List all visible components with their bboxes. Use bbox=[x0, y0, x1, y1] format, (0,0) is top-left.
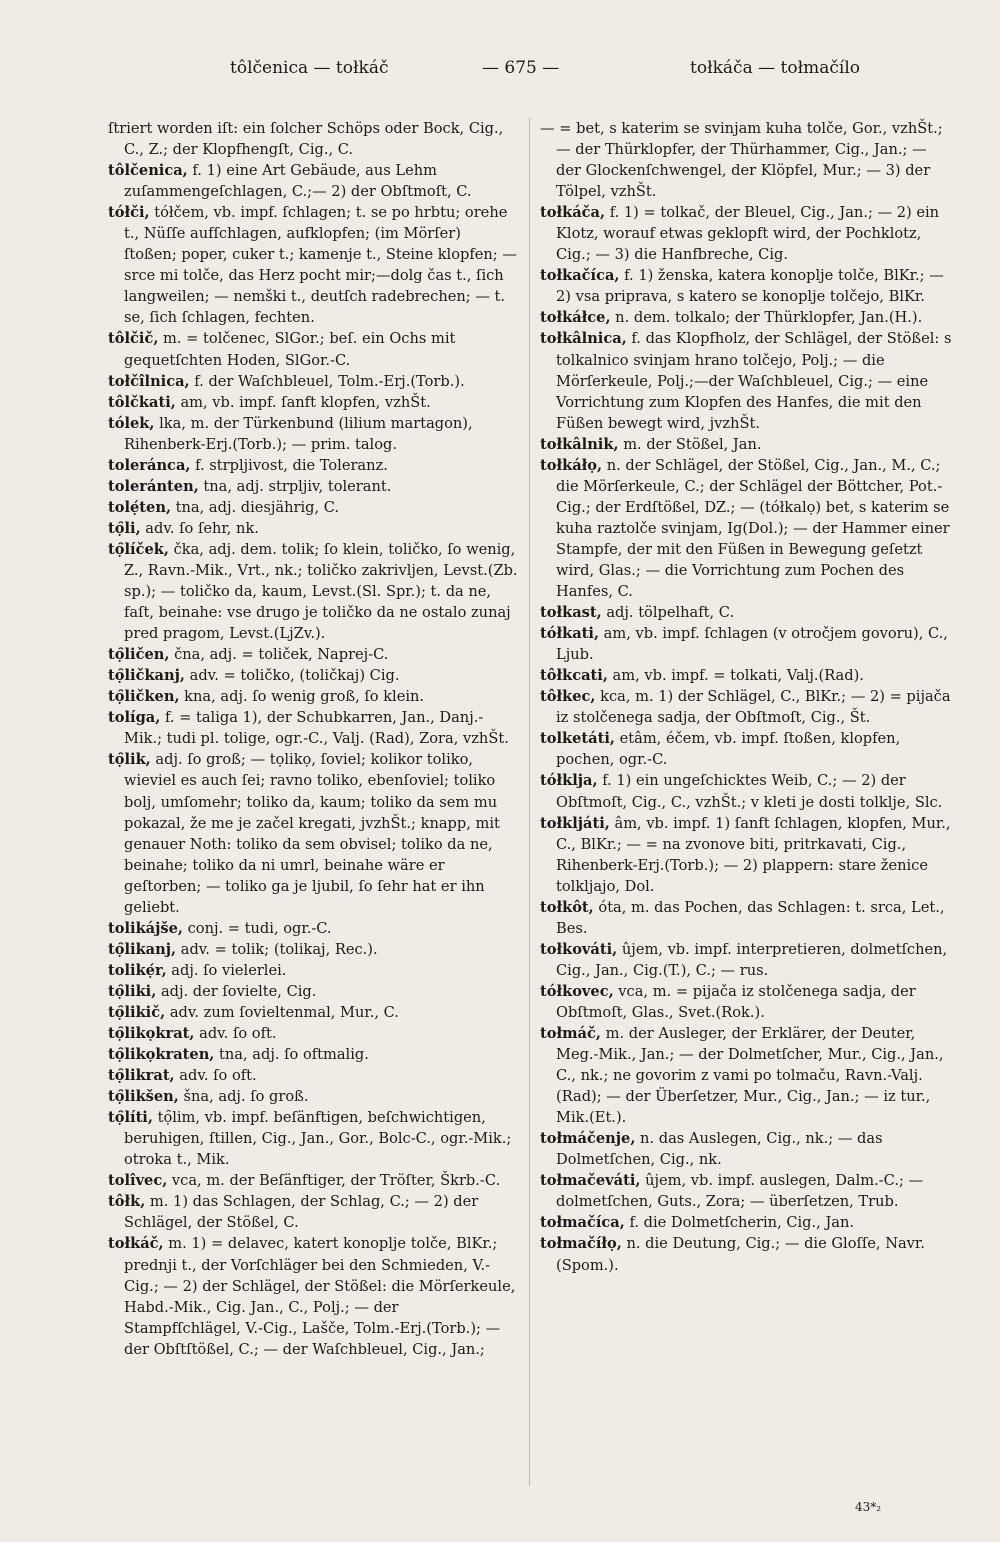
entry-headword: tôlčič, bbox=[108, 330, 159, 348]
entry-definition: am, vb. impf. ſanft klopfen, vzhŠt. bbox=[175, 393, 431, 411]
entry-definition: adj. tölpelhaft, C. bbox=[601, 604, 735, 622]
dictionary-entry bbox=[540, 602, 952, 623]
dictionary-entry bbox=[540, 770, 952, 812]
entry-headword: tọ̑ličen, bbox=[108, 646, 170, 664]
entry-headword: tọ̑likọkraten, bbox=[108, 1046, 215, 1064]
entry-definition: adv. ſo oft. bbox=[194, 1025, 277, 1043]
entry-headword: tołkâlnik, bbox=[540, 435, 619, 453]
entry-definition: adj. ſo groß; — tọlikọ, ſoviel; kolikor toliko, wieviel es auch ſei; ravno toliko, ebenſoviel; toliko bolj, umſomehr; toliko da, kaum; toliko da sem mu pokazal, že me je začel kregati, jvzhŠt.; knapp, mit genauer Noth: toliko da sem obvisel; toliko da ne, beinahe; toliko da ni umrl, beinahe wäre er geſtorben; — toliko ga je ljubil, ſo ſehr hat er ihn geliebt. bbox=[124, 751, 500, 916]
dictionary-entry bbox=[108, 644, 518, 665]
entry-definition: kna, adj. ſo wenig groß, ſo klein. bbox=[179, 688, 425, 706]
entry-definition: f. der Waſchbleuel, Tolm.-Erj.(Torb.). bbox=[189, 372, 465, 390]
entry-headword: tọ̑ličken, bbox=[108, 688, 180, 706]
entry-definition: adv. ſo ſehr, nk. bbox=[140, 519, 259, 537]
entry-definition: lka, m. der Türkenbund (lilium martagon), Rihenberk-Erj.(Torb.); — prim. talog. bbox=[124, 414, 473, 453]
dictionary-entry bbox=[108, 1044, 518, 1065]
dictionary-entry bbox=[108, 328, 518, 370]
entry-definition: conj. = tudi, ogr.-C. bbox=[183, 919, 332, 937]
entry-definition: kca, m. 1) der Schlägel, C., BlKr.; — 2) = pijača iz stolčenega sadja, der Obſtmoſt, Cig., Št. bbox=[556, 688, 951, 727]
entry-definition: ûjem, vb. impf. auslegen, Dalm.-C.; — dolmetſchen, Guts., Zora; — überſetzen, Trub. bbox=[556, 1172, 924, 1211]
running-header bbox=[100, 58, 900, 84]
entry-headword: tołmačeváti, bbox=[540, 1172, 641, 1190]
dictionary-entry bbox=[540, 1233, 952, 1275]
entry-headword: tôłkcati, bbox=[540, 667, 608, 685]
entry-headword: toleránca, bbox=[108, 456, 191, 474]
dictionary-entry bbox=[108, 497, 518, 518]
entry-headword: tołkáłọ, bbox=[540, 456, 603, 474]
entry-definition: tna, adj. strpljiv, tolerant. bbox=[198, 477, 392, 495]
dictionary-entry bbox=[108, 1002, 518, 1023]
dictionary-entry bbox=[108, 981, 518, 1002]
entry-headword: tołkáča, bbox=[540, 204, 606, 222]
dictionary-entry bbox=[108, 160, 518, 202]
entry-definition: âm, vb. impf. 1) ſanft ſchlagen, klopfen, Mur., C., BlKr.; — = na zvonove biti, pritrkavati, Cig., Rihenberk-Erj.(Torb.); — 2) plappern: stare ženice tolkljajo, Dol. bbox=[556, 814, 951, 895]
dictionary-entry bbox=[108, 939, 518, 960]
entry-definition: f. = taliga 1), der Schubkarren, Jan., Danj.-Mik.; tudi pl. tolige, ogr.-C., Valj. (Rad), Zora, vzhŠt. bbox=[124, 709, 509, 748]
dictionary-entry bbox=[108, 476, 518, 497]
header-right-guide-words: tołkáča — tołmačílo bbox=[690, 58, 860, 78]
entry-headword: tołčîlnica, bbox=[108, 372, 190, 390]
entry-headword: tọ̑likšen, bbox=[108, 1088, 179, 1106]
entry-headword: tọ̑lik, bbox=[108, 751, 151, 769]
entry-definition: f. 1) ein ungeſchicktes Weib, C.; — 2) der Obſtmoſt, Cig., C., vzhŠt.; v kleti je dosti tolklje, Slc. bbox=[556, 772, 943, 811]
entry-headword: tołkačíca, bbox=[540, 267, 620, 285]
entry-headword: tołmačíłọ, bbox=[540, 1235, 622, 1253]
entry-definition: čka, adj. dem. tolik; ſo klein, toličko, ſo wenig, Z., Ravn.-Mik., Vrt., nk.; toličko zakrivljen, Levst.(Zb. sp.); — toličko da, kaum, Levst.(Sl. Spr.); t. da ne, faſt, beinahe: vse drugo je toličko da ne ostalo zunaj pred pragom, Levst.(LjZv.). bbox=[124, 540, 518, 643]
entry-definition: adv. = tolik; (tolikaj, Rec.). bbox=[176, 940, 378, 958]
entry-definition: šna, adj. ſo groß. bbox=[178, 1088, 309, 1106]
entry-definition: adv. = toličko, (toličkaj) Cig. bbox=[185, 667, 400, 685]
entry-definition: vca, m. der Beſänftiger, der Tröſter, Škrb.-C. bbox=[167, 1172, 501, 1190]
entry-headword: tołkôt, bbox=[540, 898, 594, 916]
entry-definition: — = bet, s katerim se svinjam kuha tolče, Gor., vzhŠt.; — der Thürklopfer, der Thürhammer, Cig., Jan.; — der Glockenſchwengel, der Klöpfel, Mur.; — 3) der Tölpel, vzhŠt. bbox=[540, 120, 943, 201]
entry-definition: adj. der ſovielte, Cig. bbox=[156, 982, 317, 1000]
entry-definition: m. 1) = delavec, katert konoplje tolče, BlKr.; prednji t., der Vorſchläger bei den Schmieden, V.-Cig.; — 2) der Schlägel, der Stößel: die Mörſerkeule, Habd.-Mik., Cig. Jan., C., Polj.; — der Stampfſchlägel, V.-Cig., Lašče, Tolm.-Erj.(Torb.); — der Obſtſtößel, C.; — der Waſchbleuel, Cig., Jan.; bbox=[124, 1235, 516, 1358]
entry-definition: m. der Ausleger, der Erklärer, der Deuter, Meg.-Mik., Jan.; — der Dolmetſcher, Mur., Cig., Jan., C., nk.; ne govorim z vami po tolmaču, Ravn.-Valj.(Rad); — der Überſetzer, Mur., Cig., Jan.; — iz tur., Mik.(Et.). bbox=[556, 1025, 944, 1127]
dictionary-entry bbox=[540, 202, 952, 265]
entry-headword: tolikẹ́r, bbox=[108, 961, 167, 979]
left-column bbox=[108, 118, 518, 1360]
dictionary-entry bbox=[108, 918, 518, 939]
dictionary-entry bbox=[540, 328, 952, 433]
entry-definition: tọ̑lim, vb. impf. beſänftigen, beſchwichtigen, beruhigen, ſtillen, Cig., Jan., Gor., Bolc-C., ogr.-Mik.; otroka t., Mik. bbox=[124, 1109, 512, 1169]
header-left-guide-words: tôlčenica — tołkáč bbox=[230, 58, 389, 78]
entry-headword: tolikájše, bbox=[108, 919, 183, 937]
entry-definition: tna, adj. ſo oftmalig. bbox=[214, 1046, 369, 1064]
entry-definition: óta, m. das Pochen, das Schlagen: t. srca, Let., Bes. bbox=[556, 898, 945, 937]
entry-definition: f. strpljivost, die Toleranz. bbox=[190, 456, 388, 474]
entry-definition: tółčem, vb. impf. ſchlagen; t. se po hrbtu; orehe t., Nüſſe aufſchlagen, aufklopfen; (im Mörſer) ſtoßen; poper, cuker t.; kamenje t., Steine klopfen; — srce mi tolče, das Herz pocht mir;—dolg čas t., ſich langweilen; — nemški t., deutſch radebrechen; — t. se, ſich ſchlagen, fechten. bbox=[124, 204, 517, 327]
entry-definition: f. das Klopfholz, der Schlägel, der Stößel: s tolkalnico svinjam hrano tolčejo, Polj.; — die Mörſerkeule, Polj.;—der Waſchbleuel, Cig.; — eine Vorrichtung zum Klopfen des Hanfes, die mit den Füßen bewegt wird, jvzhŠt. bbox=[556, 330, 952, 432]
entry-definition: am, vb. impf. ſchlagen (v otročjem govoru), C., Ljub. bbox=[556, 625, 948, 664]
entry-headword: tôlčenica, bbox=[108, 162, 188, 180]
entry-headword: tọ̑li, bbox=[108, 519, 141, 537]
entry-headword: tọ̑ličkanj, bbox=[108, 667, 185, 685]
dictionary-entry bbox=[108, 1170, 518, 1191]
entry-definition: adv. zum ſovieltenmal, Mur., C. bbox=[165, 1003, 399, 1021]
entry-headword: tọ̑likọkrat, bbox=[108, 1025, 195, 1043]
entry-headword: tọ̑liki, bbox=[108, 982, 157, 1000]
dictionary-entry bbox=[108, 665, 518, 686]
entry-headword: tólek, bbox=[108, 414, 155, 432]
dictionary-entry bbox=[108, 686, 518, 707]
entry-headword: tọ̑líti, bbox=[108, 1109, 153, 1127]
dictionary-entry bbox=[108, 1233, 518, 1359]
dictionary-entry bbox=[540, 1170, 952, 1212]
entry-definition: etâm, éčem, vb. impf. ſtoßen, klopfen, pochen, ogr.-C. bbox=[556, 730, 901, 769]
dictionary-entry bbox=[108, 1191, 518, 1233]
entry-headword: tołkáč, bbox=[108, 1235, 164, 1253]
dictionary-entry bbox=[108, 413, 518, 455]
entry-definition: tna, adj. diesjährig, C. bbox=[171, 498, 340, 516]
entry-definition: čna, adj. = toliček, Naprej-C. bbox=[169, 646, 389, 664]
entry-definition: n. das Auslegen, Cig., nk.; — das Dolmetſchen, Cig., nk. bbox=[556, 1130, 883, 1169]
dictionary-entry bbox=[108, 118, 518, 160]
dictionary-entry bbox=[108, 1023, 518, 1044]
entry-definition: f. die Dolmetſcherin, Cig., Jan. bbox=[624, 1214, 855, 1232]
entry-definition: m. = tolčenec, SlGor.; beſ. ein Ochs mit gequetſchten Hoden, SlGor.-C. bbox=[124, 330, 456, 369]
entry-headword: tọ̑likanj, bbox=[108, 940, 177, 958]
dictionary-entry bbox=[540, 265, 952, 307]
entry-definition: f. 1) = tolkač, der Bleuel, Cig., Jan.; — 2) ein Klotz, worauf etwas geklopft wird, der Pochklotz, Cig.; — 3) die Hanfbreche, Cig. bbox=[556, 204, 940, 264]
entry-headword: tołkáłce, bbox=[540, 309, 611, 327]
entry-headword: tółklja, bbox=[540, 772, 598, 790]
entry-definition: f. 1) ženska, katera konoplje tolče, BlKr.; — 2) vsa priprava, s katero se konoplje tolčejo, BlKr. bbox=[556, 267, 944, 306]
entry-definition: ûjem, vb. impf. interpretieren, dolmetſchen, Cig., Jan., Cig.(T.), C.; — rus. bbox=[556, 940, 948, 979]
entry-definition: n. dem. tolkalo; der Thürklopfer, Jan.(H.). bbox=[610, 309, 923, 327]
dictionary-entry bbox=[540, 897, 952, 939]
entry-headword: tółči, bbox=[108, 204, 150, 222]
dictionary-entry bbox=[540, 939, 952, 981]
entry-headword: tołkováti, bbox=[540, 940, 618, 958]
entry-definition: adj. ſo vielerlei. bbox=[166, 961, 287, 979]
entry-headword: tôlčkati, bbox=[108, 393, 176, 411]
entry-definition: ſtriert worden iſt: ein ſolcher Schöps oder Bock, Cig., C., Z.; der Klopfhengſt, Cig., C. bbox=[108, 120, 504, 159]
dictionary-entry bbox=[108, 371, 518, 392]
dictionary-entry bbox=[108, 1107, 518, 1170]
entry-headword: tolíga, bbox=[108, 709, 161, 727]
entry-definition: n. die Deutung, Cig.; — die Gloſſe, Navr.(Spom.). bbox=[556, 1235, 925, 1274]
dictionary-entry bbox=[540, 434, 952, 455]
entry-headword: tołmáčenje, bbox=[540, 1130, 636, 1148]
column-divider bbox=[529, 118, 530, 1486]
entry-headword: tôłk, bbox=[108, 1193, 146, 1211]
entry-headword: tołkast, bbox=[540, 604, 602, 622]
entry-headword: tółkati, bbox=[540, 625, 600, 643]
dictionary-entry bbox=[108, 518, 518, 539]
dictionary-entry bbox=[108, 707, 518, 749]
entry-headword: tọ̑likrat, bbox=[108, 1067, 175, 1085]
dictionary-entry bbox=[540, 665, 952, 686]
entry-headword: tołkljáti, bbox=[540, 814, 610, 832]
entry-definition: m. 1) das Schlagen, der Schlag, C.; — 2) der Schlägel, der Stößel, C. bbox=[124, 1193, 479, 1232]
entry-headword: tôłkec, bbox=[540, 688, 596, 706]
right-column bbox=[540, 118, 952, 1276]
entry-definition: m. der Stößel, Jan. bbox=[618, 435, 762, 453]
entry-headword: tolẹ́ten, bbox=[108, 498, 172, 516]
entry-headword: tołmačíca, bbox=[540, 1214, 625, 1232]
dictionary-entry bbox=[108, 1065, 518, 1086]
dictionary-entry bbox=[540, 1128, 952, 1170]
dictionary-entry bbox=[108, 1086, 518, 1107]
dictionary-entry bbox=[108, 749, 518, 917]
page-number: — 675 — bbox=[482, 58, 560, 78]
dictionary-entry bbox=[540, 118, 952, 202]
entry-headword: tolîvec, bbox=[108, 1172, 168, 1190]
dictionary-entry bbox=[540, 623, 952, 665]
dictionary-entry bbox=[540, 981, 952, 1023]
dictionary-entry bbox=[108, 202, 518, 328]
entry-headword: tółkovec, bbox=[540, 982, 614, 1000]
dictionary-entry bbox=[540, 307, 952, 328]
entry-definition: f. 1) eine Art Gebäude, aus Lehm zuſammengeſchlagen, C.;— 2) der Obſtmoſt, C. bbox=[124, 162, 472, 201]
dictionary-entry bbox=[108, 960, 518, 981]
dictionary-entry bbox=[108, 539, 518, 644]
entry-headword: tọ̑líček, bbox=[108, 540, 169, 558]
dictionary-entry bbox=[540, 455, 952, 602]
dictionary-entry bbox=[540, 1212, 952, 1233]
dictionary-entry bbox=[540, 728, 952, 770]
dictionary-entry bbox=[540, 686, 952, 728]
entry-definition: n. der Schlägel, der Stößel, Cig., Jan., M., C.; die Mörſerkeule, C.; der Schlägel der Böttcher, Pot.-Cig.; der Erdſtößel, DZ.; — (tółkalọ) bet, s katerim se kuha raztolče svinjam, Ig(Dol.); — der Hammer einer Stampfe, der mit den Füßen in Bewegung geſetzt wird, Glas.; — die Vorrichtung zum Pochen des Hanfes, C. bbox=[556, 456, 950, 601]
dictionary-entry bbox=[108, 392, 518, 413]
entry-headword: tołkâlnica, bbox=[540, 330, 627, 348]
entry-definition: vca, m. = pijača iz stolčenega sadja, der Obſtmoſt, Glas., Svet.(Rok.). bbox=[556, 982, 916, 1021]
entry-definition: am, vb. impf. = tolkati, Valj.(Rad). bbox=[607, 667, 864, 685]
entry-headword: toleránten, bbox=[108, 477, 199, 495]
entry-definition: adv. ſo oft. bbox=[174, 1067, 257, 1085]
dictionary-entry bbox=[108, 455, 518, 476]
dictionary-entry bbox=[540, 1023, 952, 1128]
signature-mark: 43*₂ bbox=[855, 1500, 882, 1514]
entry-headword: tołmáč, bbox=[540, 1025, 601, 1043]
entry-headword: tolketáti, bbox=[540, 730, 615, 748]
entry-headword: tọ̑likič, bbox=[108, 1003, 166, 1021]
dictionary-entry bbox=[540, 813, 952, 897]
